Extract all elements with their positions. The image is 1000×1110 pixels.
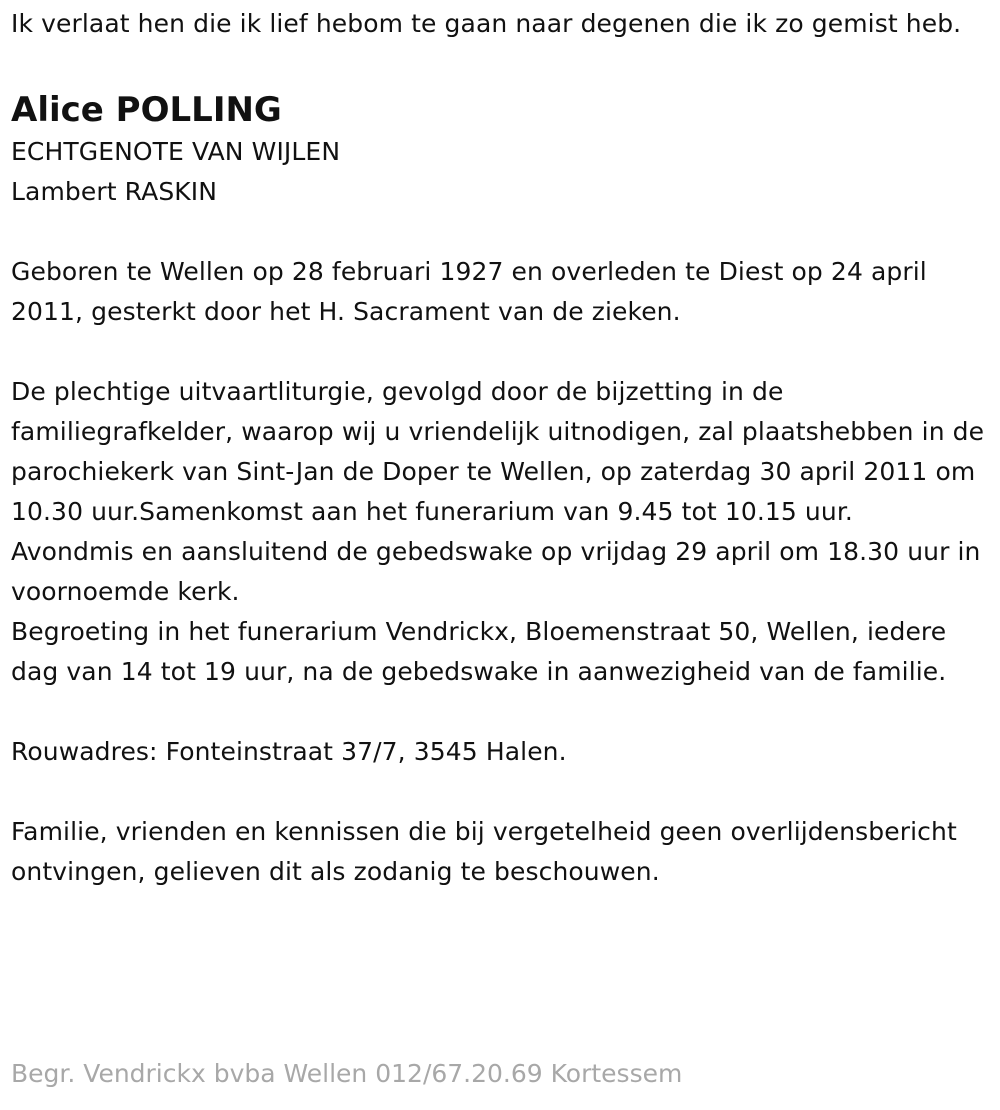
opening-quote: Ik verlaat hen die ik lief hebom te gaan naar degenen die ik zo gemist heb. <box>11 9 962 38</box>
funeral-paragraph: De plechtige uitvaartliturgie, gevolgd door de bijzetting in de familiegrafkelder, waarop wij u vriendelijk uitnodigen, zal plaatshebben in de parochiekerk van Sint-Jan de Doper te Wellen, op zaterdag 30 april 2011 om 10.30 uur.Samenkomst aan het funerarium van 9.45 tot 10.15 uur. <box>11 377 985 526</box>
evening-mass-paragraph: Avondmis en aansluitend de gebedswake op vrijdag 29 april om 18.30 uur in voornoemde kerk. <box>11 537 981 606</box>
spouse-title: ECHTGENOTE VAN WIJLEN <box>11 137 341 166</box>
spouse-name: Lambert RASKIN <box>11 177 218 206</box>
visitation-paragraph: Begroeting in het funerarium Vendrickx, Bloemenstraat 50, Wellen, iedere dag van 14 tot 19 uur, na de gebedswake in aanwezigheid van de familie. <box>11 617 947 686</box>
notice-paragraph: Familie, vrienden en kennissen die bij vergetelheid geen overlijdensbericht ontvingen, gelieven dit als zodanig te beschouwen. <box>11 817 957 886</box>
deceased-name: Alice POLLING <box>11 90 282 130</box>
funeral-home-footer: Begr. Vendrickx bvba Wellen 012/67.20.69 Kortessem <box>11 1059 683 1088</box>
birth-death-paragraph: Geboren te Wellen op 28 februari 1927 en overleden te Diest op 24 april 2011, gesterkt door het H. Sacrament van de zieken. <box>11 257 927 326</box>
mourning-address: Rouwadres: Fonteinstraat 37/7, 3545 Halen. <box>11 737 567 766</box>
